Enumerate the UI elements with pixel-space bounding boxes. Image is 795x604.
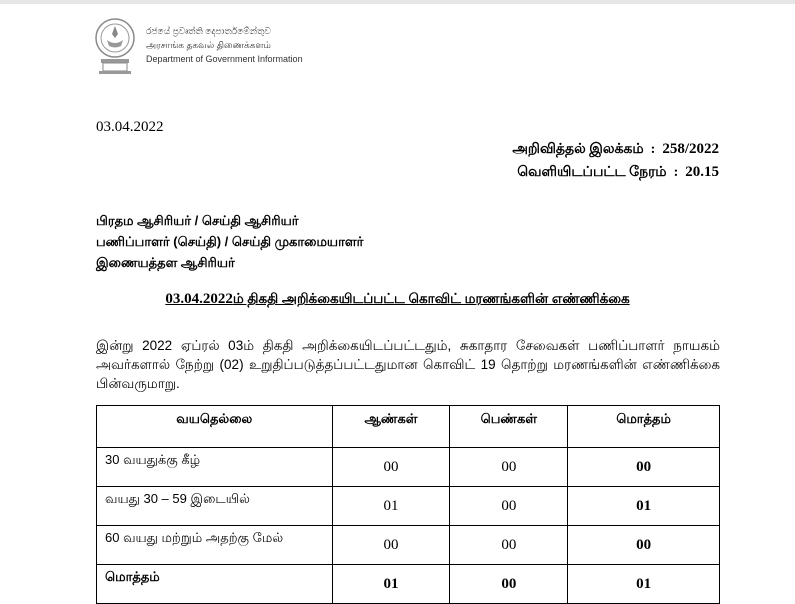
row-total: 00 <box>568 526 720 565</box>
header-male: ஆண்கள் <box>332 406 450 448</box>
release-number-row: அறிவித்தல் இலக்கம் : 258/2022 <box>512 138 719 161</box>
recipient-line: இணையத்தள ஆசிரியர் <box>96 255 235 270</box>
header-english: Department of Government Information <box>146 54 303 64</box>
title-text: ம் திகதி அறிக்கையிடப்பட்ட கொவிட் மரணங்களின் எண்ணிக்கை <box>232 291 630 306</box>
row-total: 00 <box>568 448 720 487</box>
table-row <box>97 487 720 526</box>
release-number-value: 258/2022 <box>662 141 719 157</box>
total-total: 01 <box>568 565 720 604</box>
department-header <box>146 24 303 66</box>
header-total: மொத்தம் <box>568 406 720 448</box>
row-female: 00 <box>450 526 568 565</box>
deaths-table <box>96 405 720 604</box>
header-female: பெண்கள் <box>450 406 568 448</box>
row-female: 00 <box>450 448 568 487</box>
row-category: வயது 30 – 59 இடையில் <box>97 487 333 526</box>
table-row <box>97 448 720 487</box>
row-category: 30 வயதுக்கு கீழ் <box>97 448 333 487</box>
table-total-row <box>97 565 720 604</box>
title-date: 03.04.2022 <box>165 291 233 307</box>
top-border <box>0 0 795 4</box>
release-time-row: வெளியிடப்பட்ட நேரம் : 20.15 <box>512 161 719 184</box>
table-header-row <box>97 406 720 448</box>
recipients-block <box>96 210 363 273</box>
government-emblem-logo <box>93 16 137 76</box>
release-number-label: அறிவித்தல் இலக்கம் <box>512 142 644 157</box>
table-row <box>97 526 720 565</box>
document-title <box>0 291 795 309</box>
total-row-label: மொத்தம் <box>97 565 333 604</box>
total-female: 00 <box>450 565 568 604</box>
row-male: 00 <box>332 526 450 565</box>
document-date: 03.04.2022 <box>96 119 164 135</box>
header-sinhala: රජයේ ප්‍රවෘත්ති දෙපාර්තමේන්තුව <box>146 26 271 36</box>
body-paragraph: இன்று 2022 ஏப்ரல் 03ம் திகதி அறிக்கையிடப்பட்டதும், சுகாதார சேவைகள் பணிப்பாளர் நாயகம் அவர்களால் நேற்று (02) உறுதிப்படுத்தப்பட்டதுமான கொவிட் 19 தொற்று மரணங்களின் எண்ணிக்கை பின்வருமாறு. <box>96 338 720 391</box>
release-time-value: 20.15 <box>685 164 719 180</box>
row-total: 01 <box>568 487 720 526</box>
row-male: 01 <box>332 487 450 526</box>
row-male: 00 <box>332 448 450 487</box>
row-female: 00 <box>450 487 568 526</box>
release-time-label: வெளியிடப்பட்ட நேரம் <box>517 165 667 180</box>
recipient-line: பணிப்பாளர் (செய்தி) / செய்தி முகாமையாளர் <box>96 234 364 249</box>
release-info <box>512 138 719 184</box>
total-male: 01 <box>332 565 450 604</box>
header-age-range: வயதெல்லை <box>97 406 333 448</box>
recipient-line: பிரதம ஆசிரியர் / செய்தி ஆசிரியர் <box>96 213 299 228</box>
header-tamil: அரசாங்க தகவல் திணைக்களம் <box>146 40 271 50</box>
row-category: 60 வயது மற்றும் அதற்கு மேல் <box>97 526 333 565</box>
